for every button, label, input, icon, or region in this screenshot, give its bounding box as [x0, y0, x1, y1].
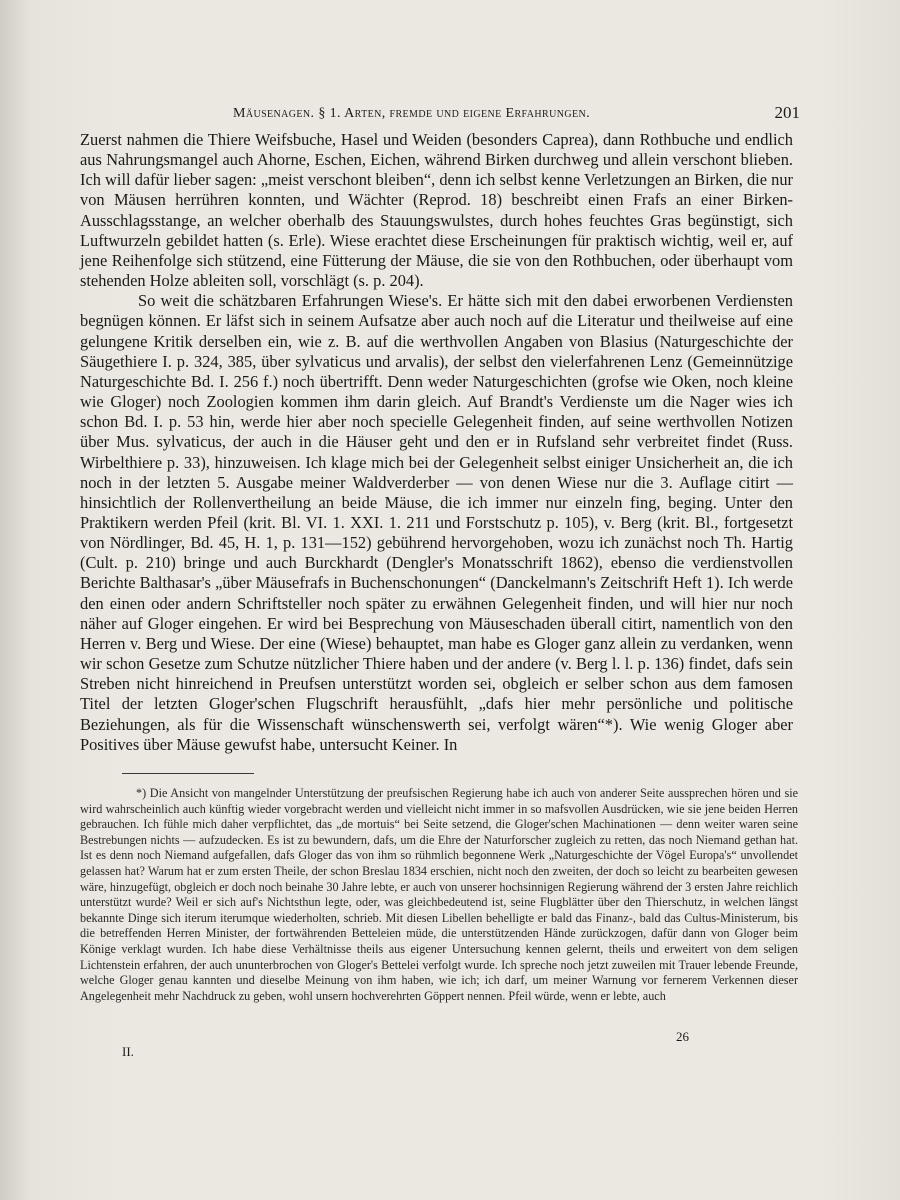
footnote-text: *) Die Ansicht von mangelnder Unterstützung der preufsischen Regierung habe ich auch von anderer Seite aussprechen hören und sie wird wahrscheinlich auch künftig wieder vorgebracht werden und vielleicht nicht immer in so mafsvollen Ausdrücken, wie sie jene beiden Herren gebrauchen. Ich fühle mich daher verpflichtet, das „de mortuis“ bei Seite setzend, die Gloger'schen Machinationen — denn weiter waren seine Bestrebungen nichts — aufzudecken. Es ist zu bewundern, dafs, um die Ehre der Naturforscher zugleich zu retten, das noch Niemand gethan hat. Ist es denn noch Niemand aufgefallen, dafs Gloger das von ihm so rühmlich begonnene Werk „Naturgeschichte der Vögel Europa's“ unvollendet gelassen hat? Warum hat er zum ersten Theile, der schon Breslau 1834 erschien, nicht noch den zweiten, der doch so leicht zu bearbeiten gewesen wäre, hinzugefügt, obgleich er doch noch beinahe 30 Jahre lebte, er auch von unserer hochsinnigen Regierung während der 3 ersten Jahre reichlich unterstützt wurde? Weil er sich auf's Nichtsthun legte, oder, was gleichbedeutend ist, seine Flugblätter über den Thierschutz, in welchen längst bekannte Dinge sich iterum iterumque wiederholten, schrieb. Mit diesen Libellen behelligte er bald das Finanz-, bald das Cultus-Ministerum, bis die betreffenden Herren Minister, der fortwährenden Betteleien müde, die unterstützenden Hände zurückzogen, dafür dann von Gloger beim Könige verklagt wurden. Ich habe diese Verhältnisse theils aus eigener Untersuchung kennen gelernt, theils und erweitert von dem seligen Lichtenstein erfahren, der auch ununterbrochen von Gloger's Bettelei verfolgt wurde. Ich spreche noch jetzt zuweilen mit Trauer lebende Freunde, welche Gloger genau kannten und dieselbe Meinung von ihm haben, wie ich; ich darf, um meiner Warnung vor fernerem Verkennen dieser Angelegenheit mehr Nachdruck zu geben, wohl unsern hochverehrten Göppert nennen. Pfeil würde, wenn er lebte, auch: [80, 786, 798, 1003]
body-paragraph-1: Zuerst nahmen die Thiere Weifsbuche, Hasel und Weiden (besonders Caprea), dann Rothbuche und endlich aus Nahrungsmangel auch Ahorne, Eschen, Eichen, während Birken durchweg und allein verschont blieben. Ich will dafür lieber sagen: „meist verschont bleiben“, denn ich selbst kenne Verletzungen an Birken, die nur von Mäusen herrühren konnten, und Wächter (Reprod. 18) beschreibt einen Frafs an einer Birken-Ausschlagsstange, an welcher oberhalb des Stauungswulstes, durch hohes feuchtes Gras begünstigt, sich Luftwurzeln gebildet hatten (s. Erle). Wiese erachtet diese Erscheinungen für praktisch wichtig, weil er, auf jene Reihenfolge sich stützend, eine Fütterung der Mäuse, die sie von den Rothbuchen, oder überhaupt vom stehenden Holze ableiten soll, vorschlägt (s. p. 204).: [80, 130, 793, 291]
volume-signature: II.: [122, 1044, 134, 1059]
footnote: [80, 786, 798, 1004]
sheet-signature: 26: [676, 1029, 689, 1044]
main-text: [80, 130, 793, 755]
footnote-separator: [122, 773, 254, 774]
running-header: [200, 103, 800, 125]
page-number: 201: [774, 103, 800, 122]
running-title: Mäusenagen. § 1. Arten, fremde und eigene Erfahrungen.: [233, 106, 590, 121]
body-paragraph-2: So weit die schätzbaren Erfahrungen Wiese's. Er hätte sich mit den dabei erworbenen Verdiensten begnügen können. Er läfst sich in seinem Aufsatze aber auch noch auf die Literatur und theilweise auf eine gelungene Kritik derselben ein, wie z. B. auf die werthvollen Angaben von Blasius (Naturgeschichte der Säugethiere I. p. 324, 385, über sylvaticus und arvalis), der selbst den vielerfahrenen Lenz (Gemeinnützige Naturgeschichte Bd. I. 256 f.) noch übertrifft. Denn weder Naturgeschichten (grofse wie Oken, noch kleine wie Gloger) noch Zoologien kommen ihm darin gleich. Auf Brandt's Verdienste um die Nager wies ich schon Bd. I. p. 53 hin, werde hier aber noch specielle Gelegenheit finden, auf seine werthvollen Notizen über Mus. sylvaticus, der auch in die Häuser geht und den er in Rufsland sehr verbreitet findet (Russ. Wirbelthiere p. 33), hinzuweisen. Ich klage mich bei der Gelegenheit selbst einiger Unsicherheit an, die ich noch in der letzten 5. Ausgabe meiner Waldverderber — von denen Wiese nur die 3. Auflage citirt — hinsichtlich der Rollenvertheilung an beide Mäuse, die ich immer nur einzeln fing, beging. Unter den Praktikern werden Pfeil (krit. Bl. VI. 1. XXI. 1. 211 und Forstschutz p. 105), v. Berg (krit. Bl., fortgesetzt von Nördlinger, Bd. 45, H. 1, p. 131—152) gebührend hervorgehoben, wozu ich zunächst noch Th. Hartig (Cult. p. 210) bringe und auch Burckhardt (Dengler's Monatsschrift 1862), ebenso die verdienstvollen Berichte Balthasar's „über Mäusefrafs in Buchenschonungen“ (Danckelmann's Zeitschrift Heft 1). Ich werde den einen oder andern Schriftsteller noch später zu erwähnen Gelegenheit finden, und will hier nur noch näher auf Gloger eingehen. Er wird bei Besprechung von Mäuseschaden überall citirt, namentlich von den Herren v. Berg und Wiese. Der eine (Wiese) behauptet, man habe es Gloger ganz allein zu verdanken, wenn wir schon Gesetze zum Schutze nützlicher Thiere haben und der andere (v. Berg l. l. p. 136) findet, dafs sein Streben nicht hinreichend in Preufsen unterstützt worden sei, obgleich er selber schon aus dem famosen Titel der letzten Gloger'schen Flugschrift herausfühlt, „dafs hier mehr persönliche und politische Beziehungen, als für die Wissenschaft wünschenswerth sei, verfolgt wären“*). Wie wenig Gloger aber Positives über Mäuse gewufst habe, untersucht Keiner. In: [80, 291, 793, 754]
